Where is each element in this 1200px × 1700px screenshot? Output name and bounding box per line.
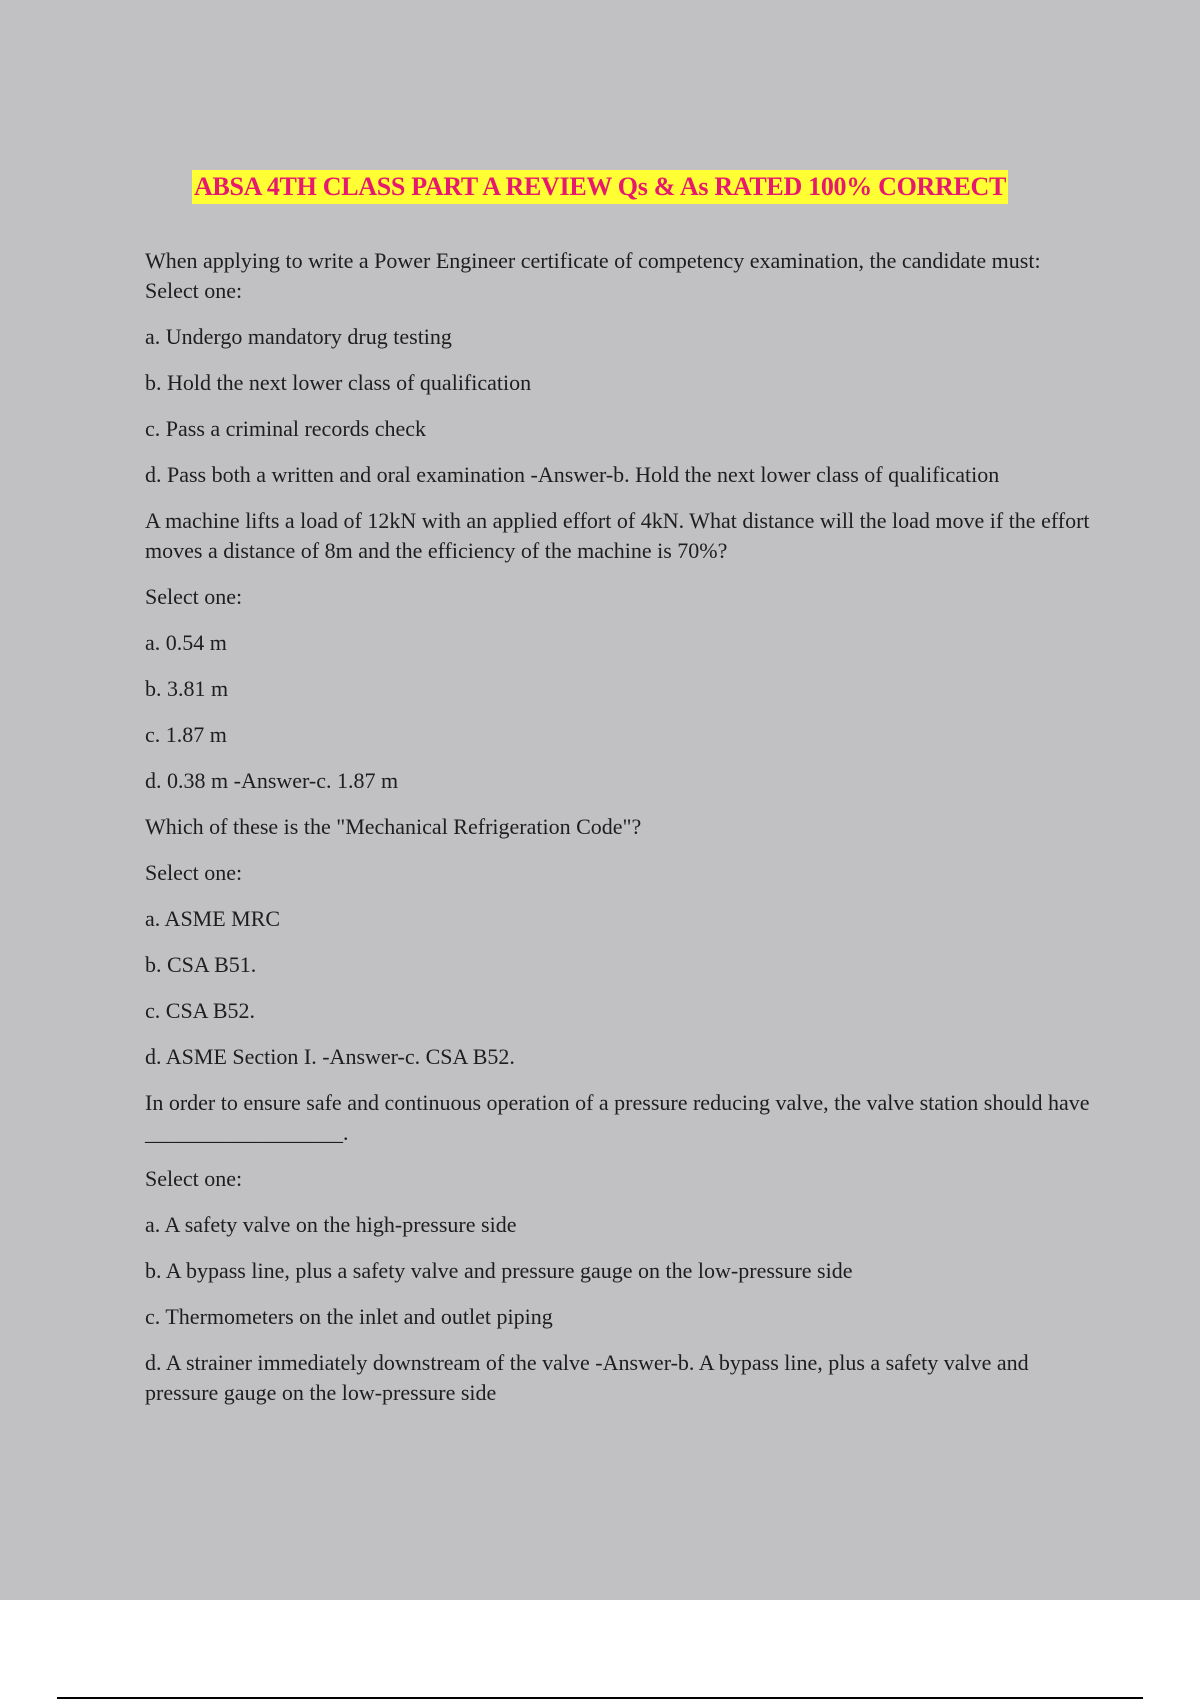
question-4-option-b: b. A bypass line, plus a safety valve and pressure gauge on the low-pressure side <box>145 1258 853 1283</box>
question-4-prompt: In order to ensure safe and continuous operation of a pressure reducing valve, the valve station should have __________________. <box>145 1090 1090 1145</box>
footer-rule <box>57 1697 1143 1699</box>
question-1-option-a: a. Undergo mandatory drug testing <box>145 324 452 349</box>
question-2-option-a: a. 0.54 m <box>145 630 227 655</box>
document-body <box>145 246 1090 1424</box>
question-3-option-a: a. ASME MRC <box>145 906 281 931</box>
question-4-option-d-answer: d. A strainer immediately downstream of the valve -Answer-b. A bypass line, plus a safety valve and pressure gauge on the low-pressure side <box>145 1350 1029 1405</box>
question-2-select-one: Select one: <box>145 584 243 609</box>
question-1-option-b: b. Hold the next lower class of qualification <box>145 370 532 395</box>
question-4-option-a: a. A safety valve on the high-pressure side <box>145 1212 517 1237</box>
question-3-select-one: Select one: <box>145 860 243 885</box>
question-2-prompt: A machine lifts a load of 12kN with an applied effort of 4kN. What distance will the load move if the effort moves a distance of 8m and the efficiency of the machine is 70%? <box>145 508 1090 563</box>
question-3-prompt: Which of these is the "Mechanical Refrigeration Code"? <box>145 814 642 839</box>
question-1-option-d-answer: d. Pass both a written and oral examination -Answer-b. Hold the next lower class of qualification <box>145 462 1000 487</box>
question-4-select-one: Select one: <box>145 1166 243 1191</box>
question-1-prompt: When applying to write a Power Engineer certificate of competency examination, the candidate must: Select one: <box>145 248 1041 303</box>
question-2-option-d-answer: d. 0.38 m -Answer-c. 1.87 m <box>145 768 399 793</box>
title-container <box>0 170 1200 204</box>
document-title: ABSA 4TH CLASS PART A REVIEW Qs & As RATED 100% CORRECT <box>192 170 1008 204</box>
question-3-option-c: c. CSA B52. <box>145 998 256 1023</box>
question-1-option-c: c. Pass a criminal records check <box>145 416 426 441</box>
question-2-option-b: b. 3.81 m <box>145 676 229 701</box>
question-3-option-d-answer: d. ASME Section I. -Answer-c. CSA B52. <box>145 1044 515 1069</box>
question-4-option-c: c. Thermometers on the inlet and outlet piping <box>145 1304 553 1329</box>
question-3-option-b: b. CSA B51. <box>145 952 257 977</box>
question-2-option-c: c. 1.87 m <box>145 722 227 747</box>
